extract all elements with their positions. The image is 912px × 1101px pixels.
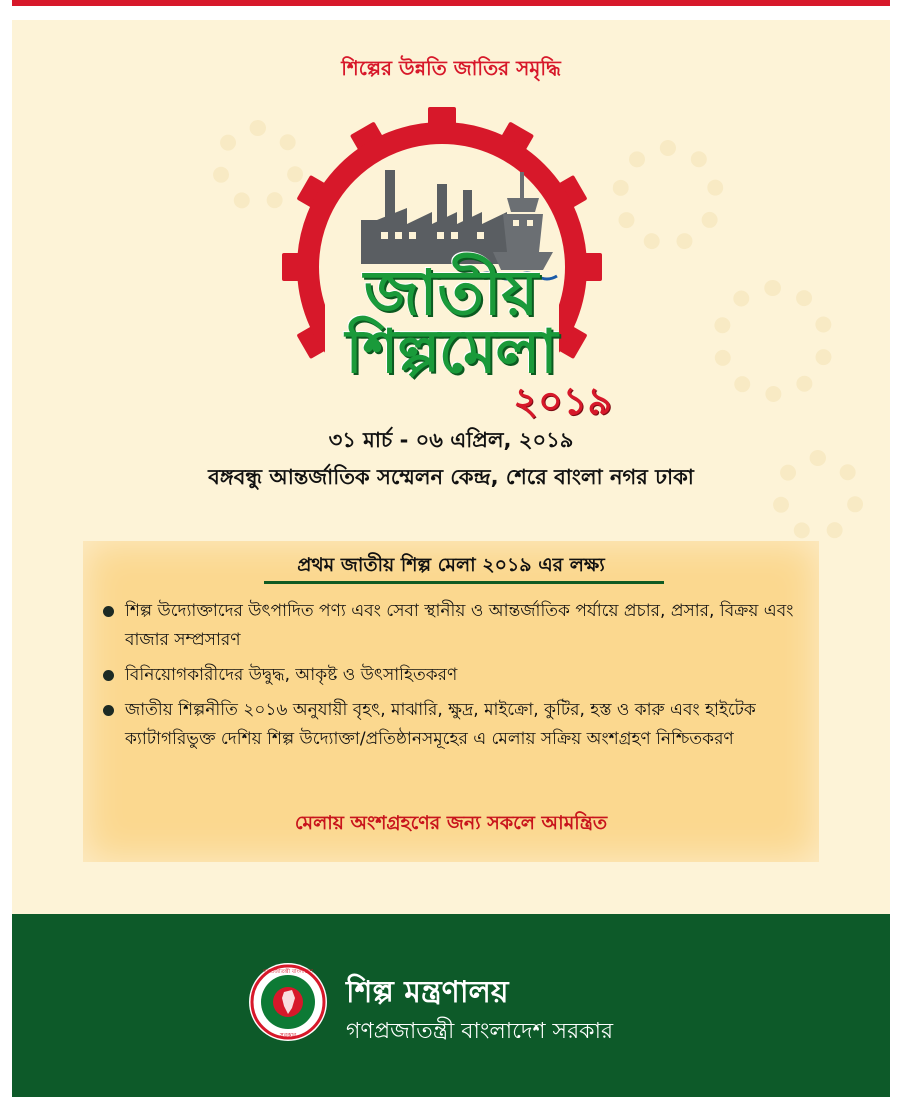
title-shilpamela: শিল্পমেলা [345, 317, 557, 387]
objectives-panel [83, 541, 819, 862]
bullet-icon [103, 670, 114, 681]
bullet-icon [103, 705, 114, 716]
government-name: গণপ্রজাতন্ত্রী বাংলাদেশ সরকার [346, 1019, 614, 1044]
background-gear-decoration [612, 140, 724, 252]
poster-banner [12, 20, 890, 914]
objectives-heading: প্রথম জাতীয় শিল্প মেলা ২০১৯ এর লক্ষ্য [297, 554, 605, 576]
objectives-heading-underline [264, 581, 664, 584]
list-item [101, 696, 801, 754]
title-year: ২০১৯ [513, 379, 612, 423]
title-jatiyo: জাতীয় [363, 256, 539, 329]
bullet-icon [103, 606, 114, 617]
list-item [101, 661, 801, 690]
list-item [101, 597, 801, 655]
event-dates: ৩১ মার্চ - ০৬ এপ্রিল, ২০১৯ [328, 428, 574, 452]
objective-text: বিনিয়োগকারীদের উদ্বুদ্ধ, আকৃষ্ট ও উৎসাহিতকরণ [125, 665, 458, 685]
invitation-text: মেলায় অংশগ্রহণের জন্য সকলে আমন্ত্রিত [294, 812, 608, 834]
emblem-text-bottom: সরকার [279, 1032, 297, 1039]
footer-banner [12, 914, 890, 1097]
objective-text: জাতীয় শিল্পনীতি ২০১৬ অনুযায়ী বৃহৎ, মাঝারি, ক্ষুদ্র, মাইক্রো, কুটির, হস্ত ও কারু এবং হাইটেক ক্যাটাগরিভুক্ত দেশিয় শিল্প উদ্যোক্তা/প্রতিষ্ঠানসমূহের এ মেলায় সক্রিয় অংশগ্রহণ নিশ্চিতকরণ [125, 700, 756, 749]
ministry-name: শিল্প মন্ত্রণালয় [346, 975, 509, 1010]
government-emblem-icon [248, 962, 328, 1042]
slogan: শিল্পের উন্নতি জাতির সমৃদ্ধি [341, 56, 561, 80]
objective-text: শিল্প উদ্যোক্তাদের উৎপাদিত পণ্য এবং সেবা স্থানীয় ও আন্তর্জাতিক পর্যায়ে প্রচার, প্রসার, বিক্রয় এবং বাজার সম্প্রসারণ [125, 601, 794, 650]
objectives-list [101, 597, 801, 760]
top-red-rule [12, 0, 890, 6]
emblem-text-top: গণপ্রজাতন্ত্রী বাংলাদেশ [263, 969, 313, 975]
event-venue: বঙ্গবন্ধু আন্তর্জাতিক সম্মেলন কেন্দ্র, শেরে বাংলা নগর ঢাকা [208, 465, 694, 489]
